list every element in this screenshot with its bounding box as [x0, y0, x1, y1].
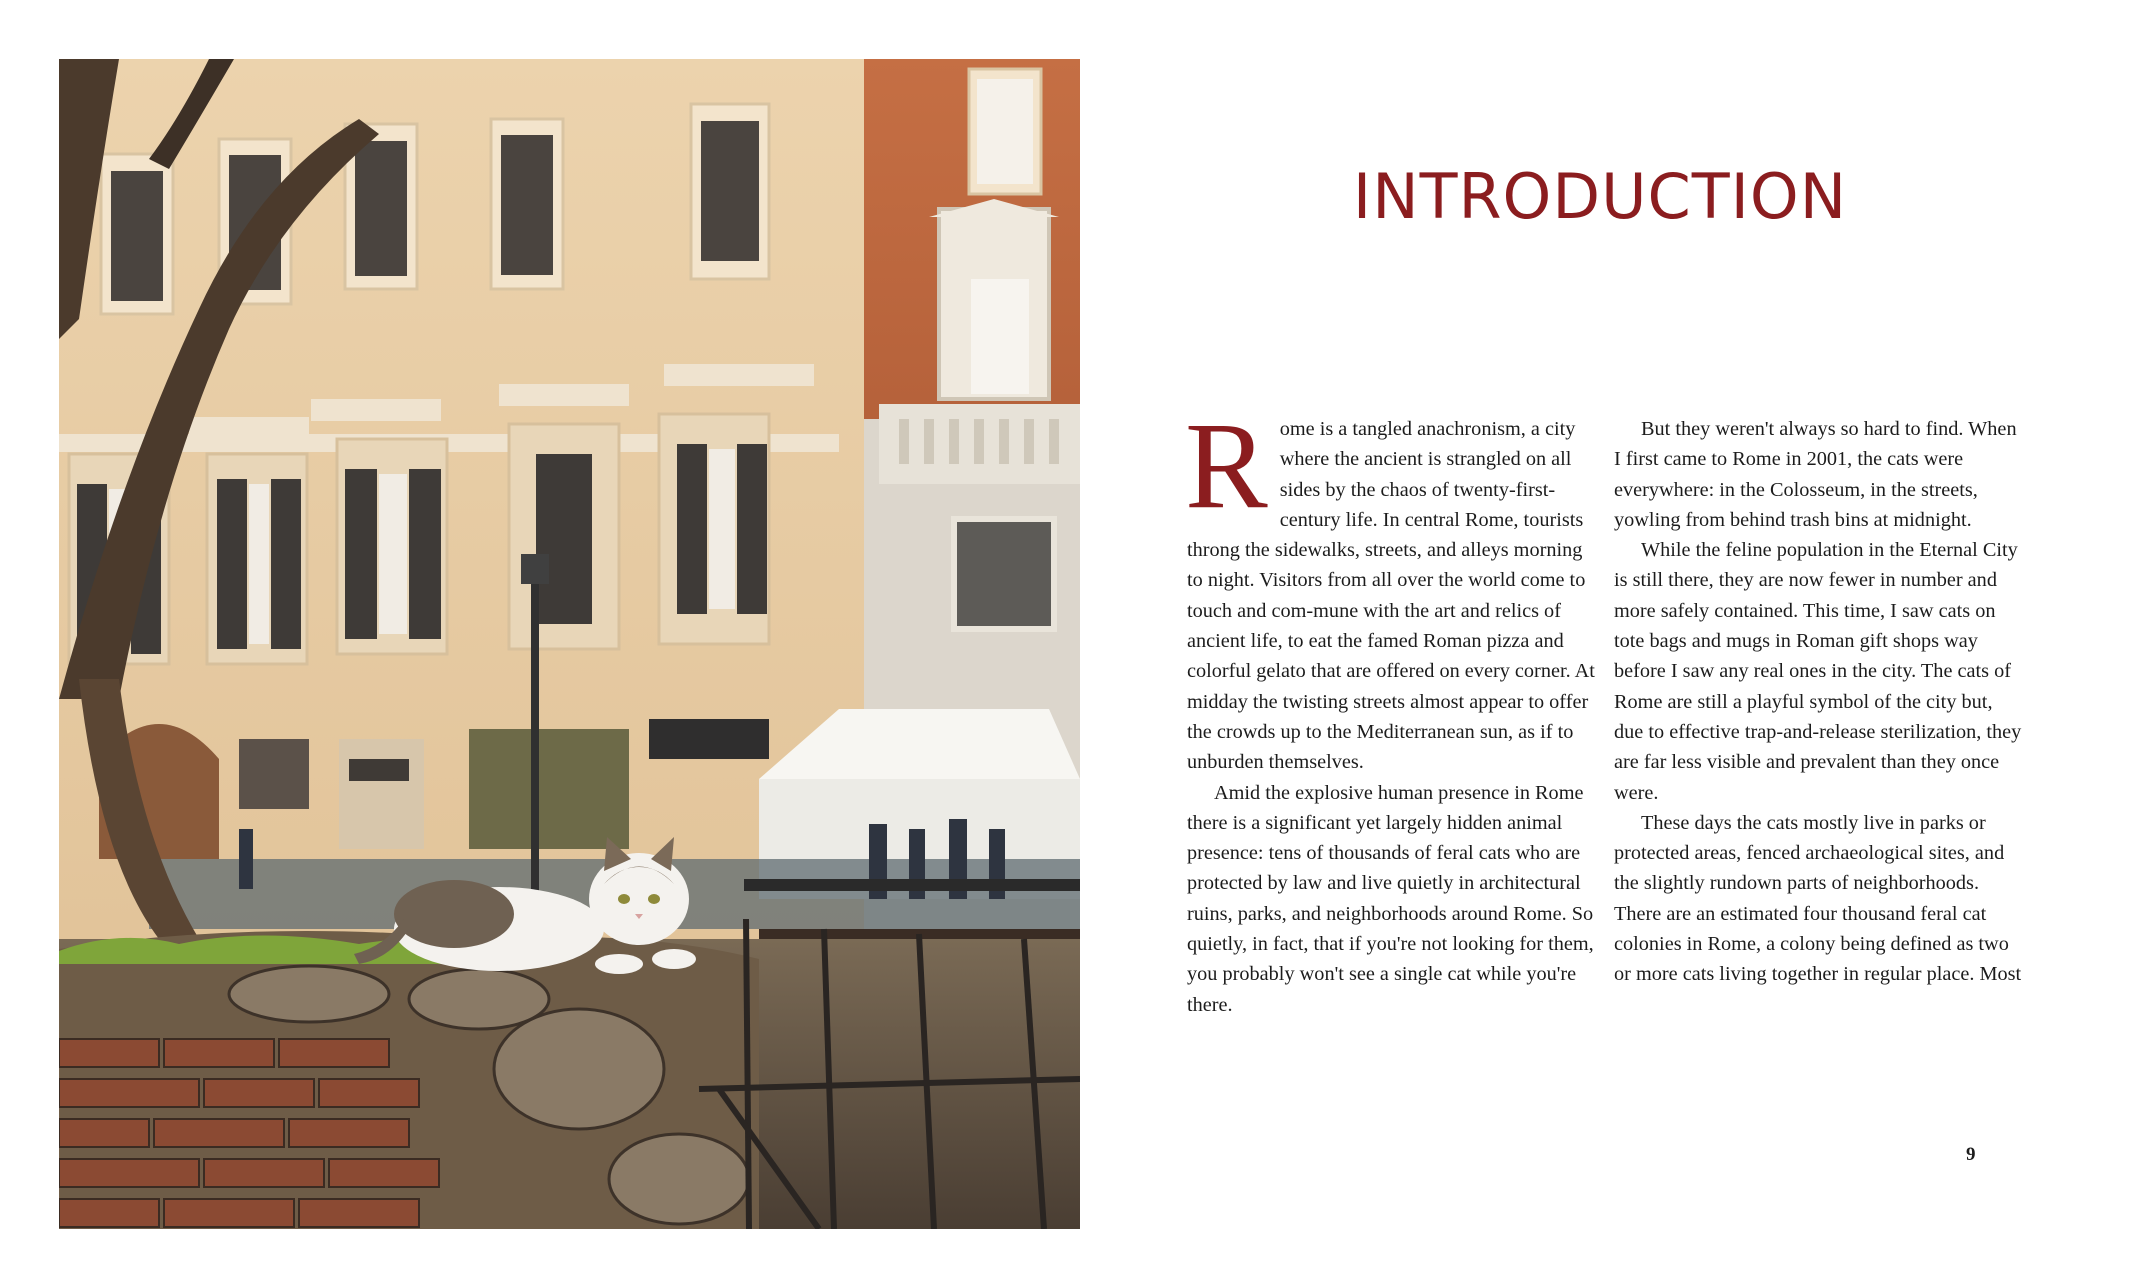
text-column-right — [1614, 414, 2024, 990]
page-number: 9 — [1966, 1144, 1976, 1165]
cat-photo — [59, 59, 1080, 1229]
text-column-left — [1185, 397, 1597, 1020]
paragraph: While the feline population in the Eternal City is still there, they are now fewer in number and more safely contained. This time, I saw cats on tote bags and mugs in Roman gift shops way before I saw any real ones in the city. The cats of Rome are still a playful symbol of the city but, due to effective trap-and-release sterilization, they are far less visible and prevalent than they once were. — [1614, 539, 2022, 804]
paragraph — [1185, 397, 1597, 778]
paragraph: But they weren't always so hard to find. When I first came to Rome in 2001, the cats were everywhere: in the Colosseum, in the streets, yowling from behind trash bins at midnight. — [1614, 418, 2017, 531]
chapter-title: INTRODUCTION — [1352, 160, 1848, 233]
drop-cap: R — [1185, 397, 1268, 534]
paragraph-text: ome is a tangled anachronism, a city where the ancient is strangled on all sides by the chaos of twenty-first-century life. In central Rome, tourists throng the sidewalks, streets, and alleys morning to night. Visitors from all over the world come to touch and com-mune with the art and relics of ancient life, to eat the famed Roman pizza and colorful gelato that are offered on every corner. At midday the twisting streets almost appear to offer the crowds up to the Mediterranean sun, as if to unburden themselves. — [1187, 418, 1595, 774]
paragraph: These days the cats mostly live in parks or protected areas, fenced archaeological sites, and the slightly rundown parts of neighborhoods. There are an estimated four thousand feral cat colonies in Rome, a colony being defined as two or more cats living together in regular place. Most — [1614, 811, 2022, 986]
paragraph: Amid the explosive human presence in Rome there is a significant yet largely hidden animal presence: tens of thousands of feral cats who are protected by law and live quietly in architectural ruins, parks, and neighborhoods around Rome. So quietly, in fact, that if you're not looking for them, you probably won't see a single cat while you're there. — [1187, 781, 1594, 1016]
